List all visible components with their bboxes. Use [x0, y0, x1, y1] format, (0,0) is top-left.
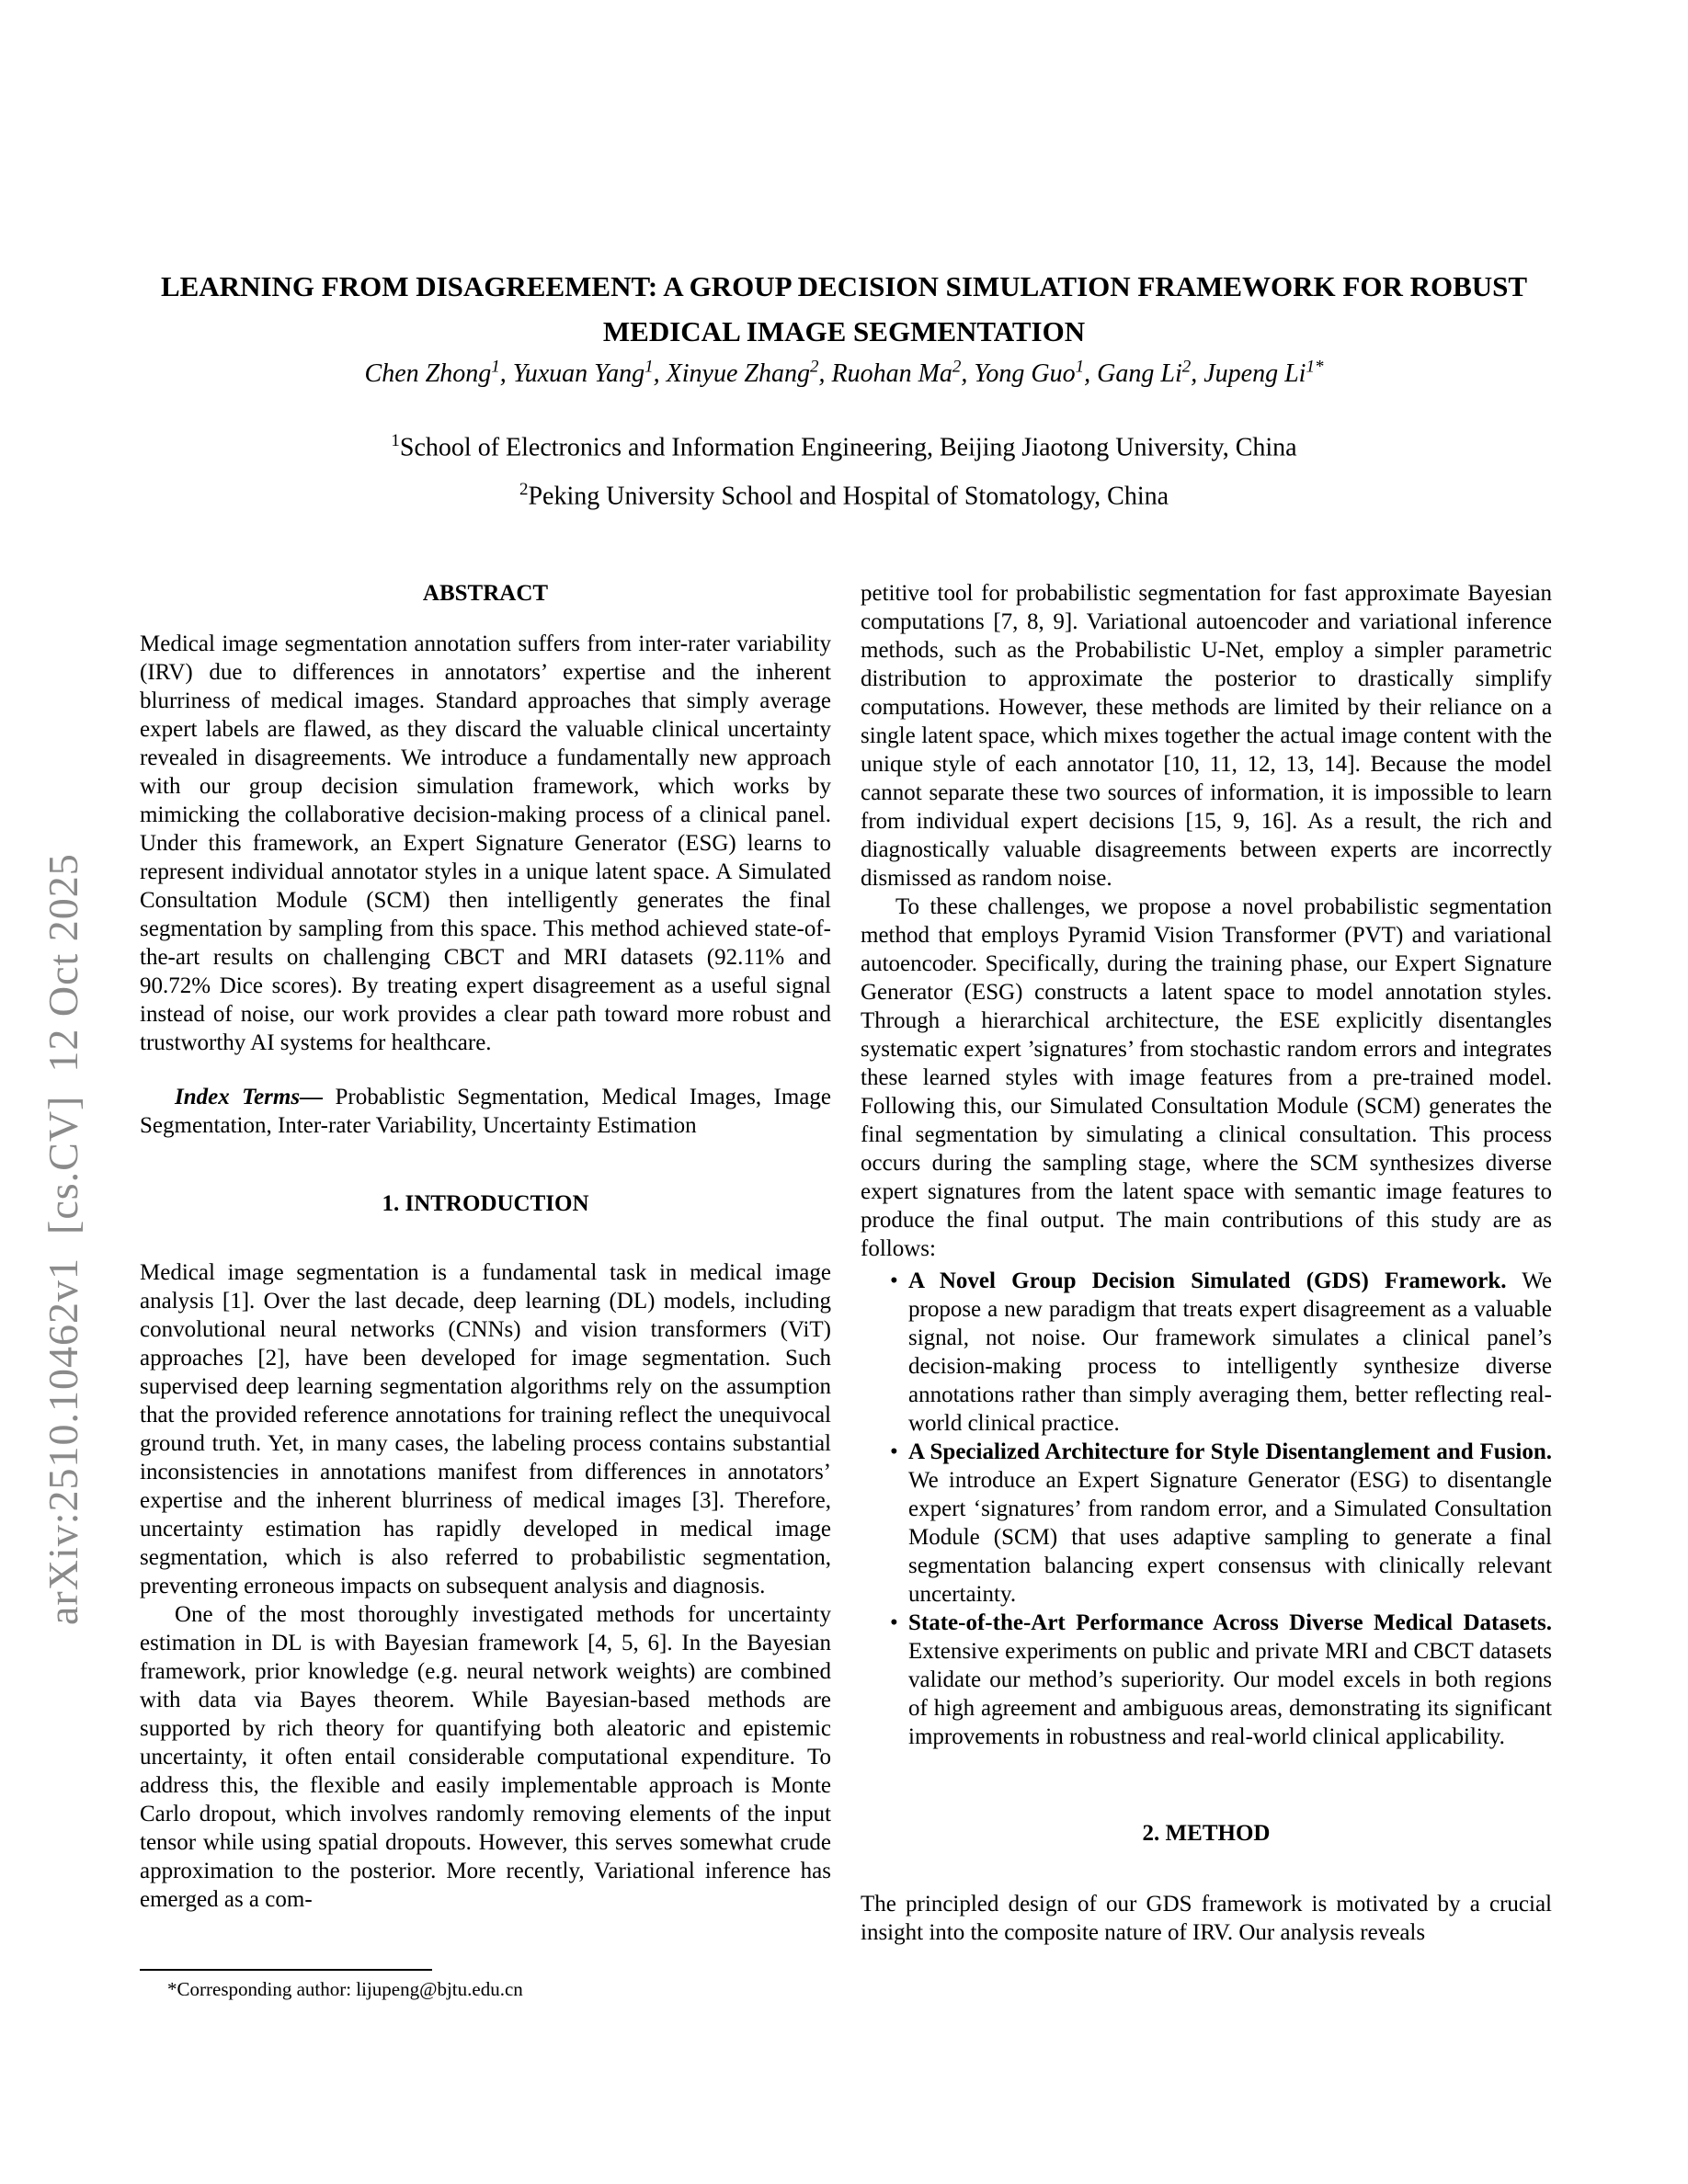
introduction-heading: 1. INTRODUCTION: [382, 1191, 589, 1216]
contribution-item: • State-of-the-Art Performance Across Diverse Medical Datasets. Extensive experiments on public and private MRI and CBCT datasets validate our method’s superiority. Our model excels in both regions of high agreement and ambiguous areas, demonstrating its significant improvements in robustness and real-world clinical applicability.: [861, 1609, 1552, 1751]
author: Ruohan Ma$^2$,: [831, 358, 975, 389]
affiliations: [145, 420, 1543, 518]
introduction-paragraph-1: Medical image segmentation is a fundamental task in medical image analysis [1]. Over the last decade, deep learning (DL) models, including convolutional neural networks (CNNs) and vision transformers (ViT) approaches [2], have been developed for image segmentation. Such supervised deep learning segmentation algorithms rely on the assumption that the provided reference annotations for training reflect the unequivocal ground truth. Yet, in many cases, the labeling process contains substantial inconsistencies in annotations manifest from differences in annotators’ expertise and the inherent blurriness of medical images [3]. Therefore, uncertainty estimation has rapidly developed in medical image segmentation, which is also referred to probabilistic segmentation, preventing erroneous impacts on subsequent analysis and diagnosis.: [140, 1260, 831, 1598]
author: Jupeng $Li^{1*}$: [1203, 358, 1324, 389]
footnote: [140, 1969, 831, 2001]
affiliation-line: $^1$School of Electronics and Information Engineering, Beijing Jiaotong University, China: [391, 431, 1297, 462]
method-heading: 2. METHOD: [1142, 1821, 1271, 1846]
author: Chen Zhong$^1$,: [364, 358, 513, 389]
footnote-rule: [140, 1969, 432, 1971]
affiliation-line: $^2$Peking University School and Hospital of Stomatology, China: [519, 480, 1169, 511]
arxiv-watermark: arXiv:2510.10462v1 [cs.CV] 12 Oct 2025: [40, 853, 86, 1625]
index-terms-label: Index Terms—: [175, 1085, 324, 1109]
author: Xinyue Zhang$^2$,: [666, 358, 832, 389]
author-line: [90, 358, 1598, 389]
method-paragraph-1: The principled design of our GDS framework is motivated by a crucial insight into the composite nature of IRV. Our analysis reveals: [861, 1892, 1552, 1945]
author: Yong Guo$^1$,: [974, 358, 1098, 389]
challenges-paragraph: To these challenges, we propose a novel probabilistic segmentation method that employs Pyramid Vision Transformer (PVT) and variational autoencoder. Specifically, during the training phase, our Expert Signature Generator (ESG) constructs a latent space to model annotation styles. Through a hierarchical architecture, the ESE explicitly disentangles systematic expert ’signatures’ from stochastic random errors and integrates these learned styles with image features from a pre-trained model. Following this, our Simulated Consultation Module (SCM) generates the final segmentation by simulating a clinical consultation. This process occurs during the sampling stage, where the SCM synthesizes diverse expert signatures from the latent space with semantic image features to produce the final output. The main contributions of this study are as follows:: [861, 894, 1552, 1261]
paper-title: LEARNING FROM DISAGREEMENT: A GROUP DECISION SIMULATION FRAMEWORK FOR ROBUST MEDICAL IMAGE SEGMENTATION: [160, 269, 1528, 347]
right-column: [861, 579, 1552, 2068]
index-terms: [140, 1083, 831, 1140]
author: Gang Li$^2$,: [1097, 358, 1204, 389]
continuation-paragraph: petitive tool for probabilistic segmentation for fast approximate Bayesian computations [7, 8, 9]. Variational autoencoder and variational inference methods, such as the Probabilistic U-Net, employ a simpler parametric distribution to approximate the posterior to drastically simplify computations. However, these methods are limited by their reliance on a single latent space, which mixes together the actual image content with the unique style of each annotator [10, 11, 12, 13, 14]. Because the model cannot separate these two sources of information, it is impossible to learn from individual expert decisions [15, 9, 16]. As a result, the rich and diagnostically valuable disagreements between experts are incorrectly dismissed as random noise.: [861, 581, 1552, 891]
left-column: [140, 579, 831, 2068]
contributions-list: [861, 1267, 1552, 1751]
abstract-heading: ABSTRACT: [422, 581, 549, 606]
abstract-text: Medical image segmentation annotation suffers from inter-rater variability (IRV) due to differences in annotators’ expertise and the inherent blurriness of medical images. Standard approaches that simply average expert labels are flawed, as they discard the valuable clinical uncertainty revealed in disagreements. We introduce a fundamentally new approach with our group decision simulation framework, which works by mimicking the collaborative decision-making process of a clinical panel. Under this framework, an Expert Signature Generator (ESG) learns to represent individual annotator styles in a unique latent space. A Simulated Consultation Module (SCM) then intelligently generates the final segmentation by sampling from this space. This method achieved state-of-the-art results on challenging CBCT and MRI datasets (92.11% and 90.72% Dice scores). By treating expert disagreement as a useful signal instead of noise, our work provides a clear path toward more robust and trustworthy AI systems for healthcare.: [140, 631, 831, 1055]
author: Yuxuan Yang$^1$,: [512, 358, 667, 389]
introduction-paragraph-2: One of the most thoroughly investigated methods for uncertainty estimation in DL is with Bayesian framework [4, 5, 6]. In the Bayesian framework, prior knowledge (e.g. neural network weights) are combined with data via Bayes theorem. While Bayesian-based methods are supported by rich theory for quantifying both aleatoric and epistemic uncertainty, it often entail considerable computational expenditure. To address this, the flexible and easily implementable approach is Monte Carlo dropout, which involves randomly removing elements of the input tensor while using spatial dropouts. However, this serves somewhat crude approximation to the posterior. More recently, Variational inference has emerged as a com-: [140, 1602, 831, 1912]
index-terms-text: Probablistic Segmentation, Medical Images, Image Segmentation, Inter-rater Variability, Uncertainty Estimation: [140, 1085, 831, 1138]
contribution-item: • A Specialized Architecture for Style Disentanglement and Fusion. We introduce an Expert Signature Generator (ESG) to disentangle expert ‘signatures’ from random error, and a Simulated Consultation Module (SCM) that uses adaptive sampling to generate a final segmentation balancing expert consensus with clinically relevant uncertainty.: [861, 1438, 1552, 1609]
footnote-text: *Corresponding author: lijupeng@bjtu.edu.cn: [167, 1978, 523, 2000]
contribution-item: • A Novel Group Decision Simulated (GDS) Framework. We propose a new paradigm that treats expert disagreement as a valuable signal, not noise. Our framework simulates a clinical panel’s decision-making process to intelligently synthesize diverse annotations rather than simply averaging them, better reflecting real-world clinical practice.: [861, 1267, 1552, 1438]
